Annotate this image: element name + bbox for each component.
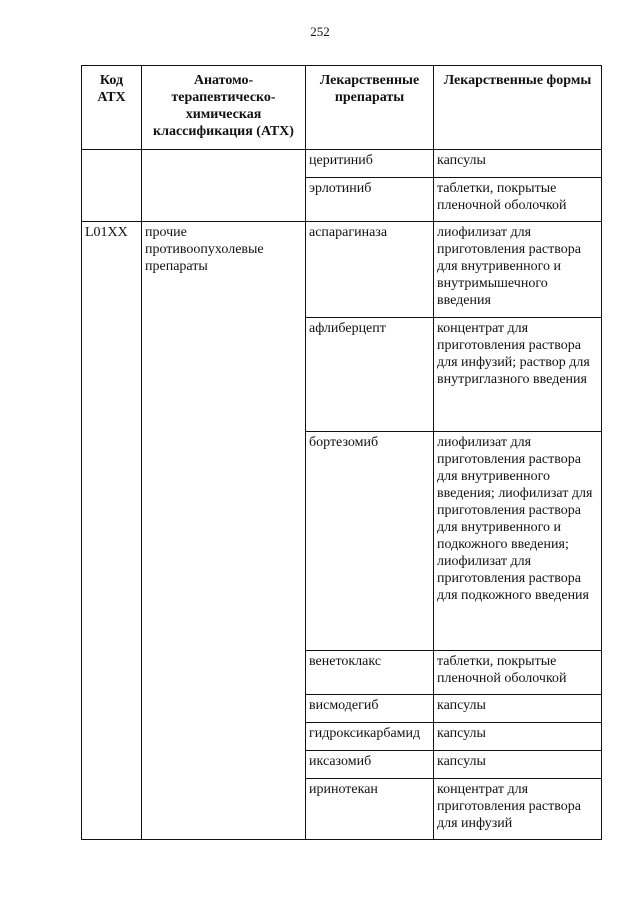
- dosage-form-cell: концентрат для приготовления раствора для инфузий: [434, 779, 602, 840]
- empty-code-cell: [82, 150, 142, 222]
- drug-name-cell: висмодегиб: [306, 695, 434, 723]
- dosage-form-cell: концентрат для приготовления раствора для инфузий; раствор для внутриглазного введения: [434, 318, 602, 432]
- drug-name-cell: венетоклакс: [306, 651, 434, 695]
- drug-name-cell: эрлотиниб: [306, 178, 434, 222]
- table-row: [82, 150, 602, 178]
- header-atx-code: Код АТХ: [82, 66, 142, 150]
- dosage-form-cell: таблетки, покрытые пленочной оболочкой: [434, 651, 602, 695]
- drug-name-cell: бортезомиб: [306, 432, 434, 651]
- drug-name-cell: иринотекан: [306, 779, 434, 840]
- atx-classification-cell: прочие противоопухолевые препараты: [142, 222, 306, 840]
- drug-name-cell: церитиниб: [306, 150, 434, 178]
- atx-table: [81, 65, 602, 840]
- table-header-row: [82, 66, 602, 150]
- dosage-form-cell: таблетки, покрытые пленочной оболочкой: [434, 178, 602, 222]
- drug-name-cell: иксазомиб: [306, 751, 434, 779]
- header-atx-classification: Анатомо-терапевтическо-химическая классификация (АТХ): [142, 66, 306, 150]
- table-row: [82, 222, 602, 318]
- header-drugs: Лекарственные препараты: [306, 66, 434, 150]
- empty-classification-cell: [142, 150, 306, 222]
- dosage-form-cell: лиофилизат для приготовления раствора для внутривенного и внутримышечного введения: [434, 222, 602, 318]
- dosage-form-cell: капсулы: [434, 751, 602, 779]
- drug-name-cell: афлиберцепт: [306, 318, 434, 432]
- dosage-form-cell: капсулы: [434, 723, 602, 751]
- drug-name-cell: гидроксикарбамид: [306, 723, 434, 751]
- drug-name-cell: аспарагиназа: [306, 222, 434, 318]
- header-dosage-forms: Лекарственные формы: [434, 66, 602, 150]
- dosage-form-cell: лиофилизат для приготовления раствора для внутривенного введения; лиофилизат для приготовления раствора для внутривенного и подкожного введения; лиофилизат для приготовления раствора для подкожного введения: [434, 432, 602, 651]
- dosage-form-cell: капсулы: [434, 695, 602, 723]
- atx-code-cell: L01XX: [82, 222, 142, 840]
- page-number: 252: [310, 24, 330, 39]
- dosage-form-cell: капсулы: [434, 150, 602, 178]
